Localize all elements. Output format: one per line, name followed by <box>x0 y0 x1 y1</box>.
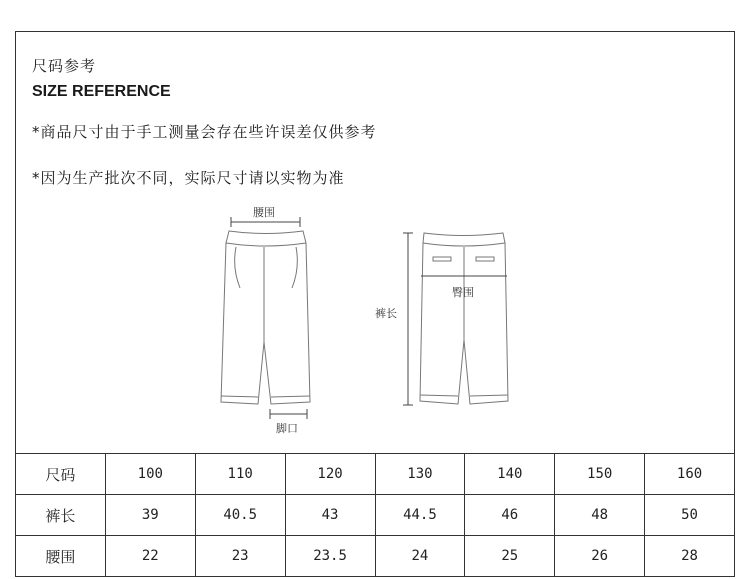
note-measurement-error: *商品尺寸由于手工测量会存在些许误差仅供参考 <box>32 123 377 141</box>
table-row <box>16 536 735 577</box>
title-chinese: 尺码参考 <box>32 57 97 75</box>
table-cell: 23.5 <box>285 536 375 577</box>
pants-back-view <box>403 233 508 405</box>
waist-label: 腰围 <box>253 206 275 219</box>
table-cell: 50 <box>645 495 735 536</box>
pants-front-view <box>221 217 310 419</box>
table-cell: 46 <box>465 495 555 536</box>
table-cell: 40.5 <box>195 495 285 536</box>
table-cell: 24 <box>375 536 465 577</box>
row-header-length: 裤长 <box>16 495 106 536</box>
table-row <box>16 495 735 536</box>
table-cell: 150 <box>555 454 645 495</box>
hem-label: 脚口 <box>276 422 298 435</box>
table-cell: 140 <box>465 454 555 495</box>
table-row <box>16 454 735 495</box>
note-batch-difference: *因为生产批次不同，实际尺寸请以实物为准 <box>32 169 345 187</box>
hip-label: 臀围 <box>452 286 474 299</box>
length-label: 裤长 <box>375 307 397 320</box>
table-cell: 25 <box>465 536 555 577</box>
table-cell: 130 <box>375 454 465 495</box>
table-cell: 48 <box>555 495 645 536</box>
table-cell: 28 <box>645 536 735 577</box>
table-cell: 22 <box>105 536 195 577</box>
row-header-waist: 腰围 <box>16 536 106 577</box>
table-cell: 44.5 <box>375 495 465 536</box>
table-cell: 39 <box>105 495 195 536</box>
table-cell: 110 <box>195 454 285 495</box>
table-cell: 100 <box>105 454 195 495</box>
table-cell: 43 <box>285 495 375 536</box>
table-cell: 26 <box>555 536 645 577</box>
size-table <box>15 453 735 577</box>
table-cell: 120 <box>285 454 375 495</box>
table-cell: 23 <box>195 536 285 577</box>
title-english: SIZE REFERENCE <box>32 83 171 100</box>
pants-diagram <box>0 195 750 445</box>
table-cell: 160 <box>645 454 735 495</box>
row-header-size: 尺码 <box>16 454 106 495</box>
